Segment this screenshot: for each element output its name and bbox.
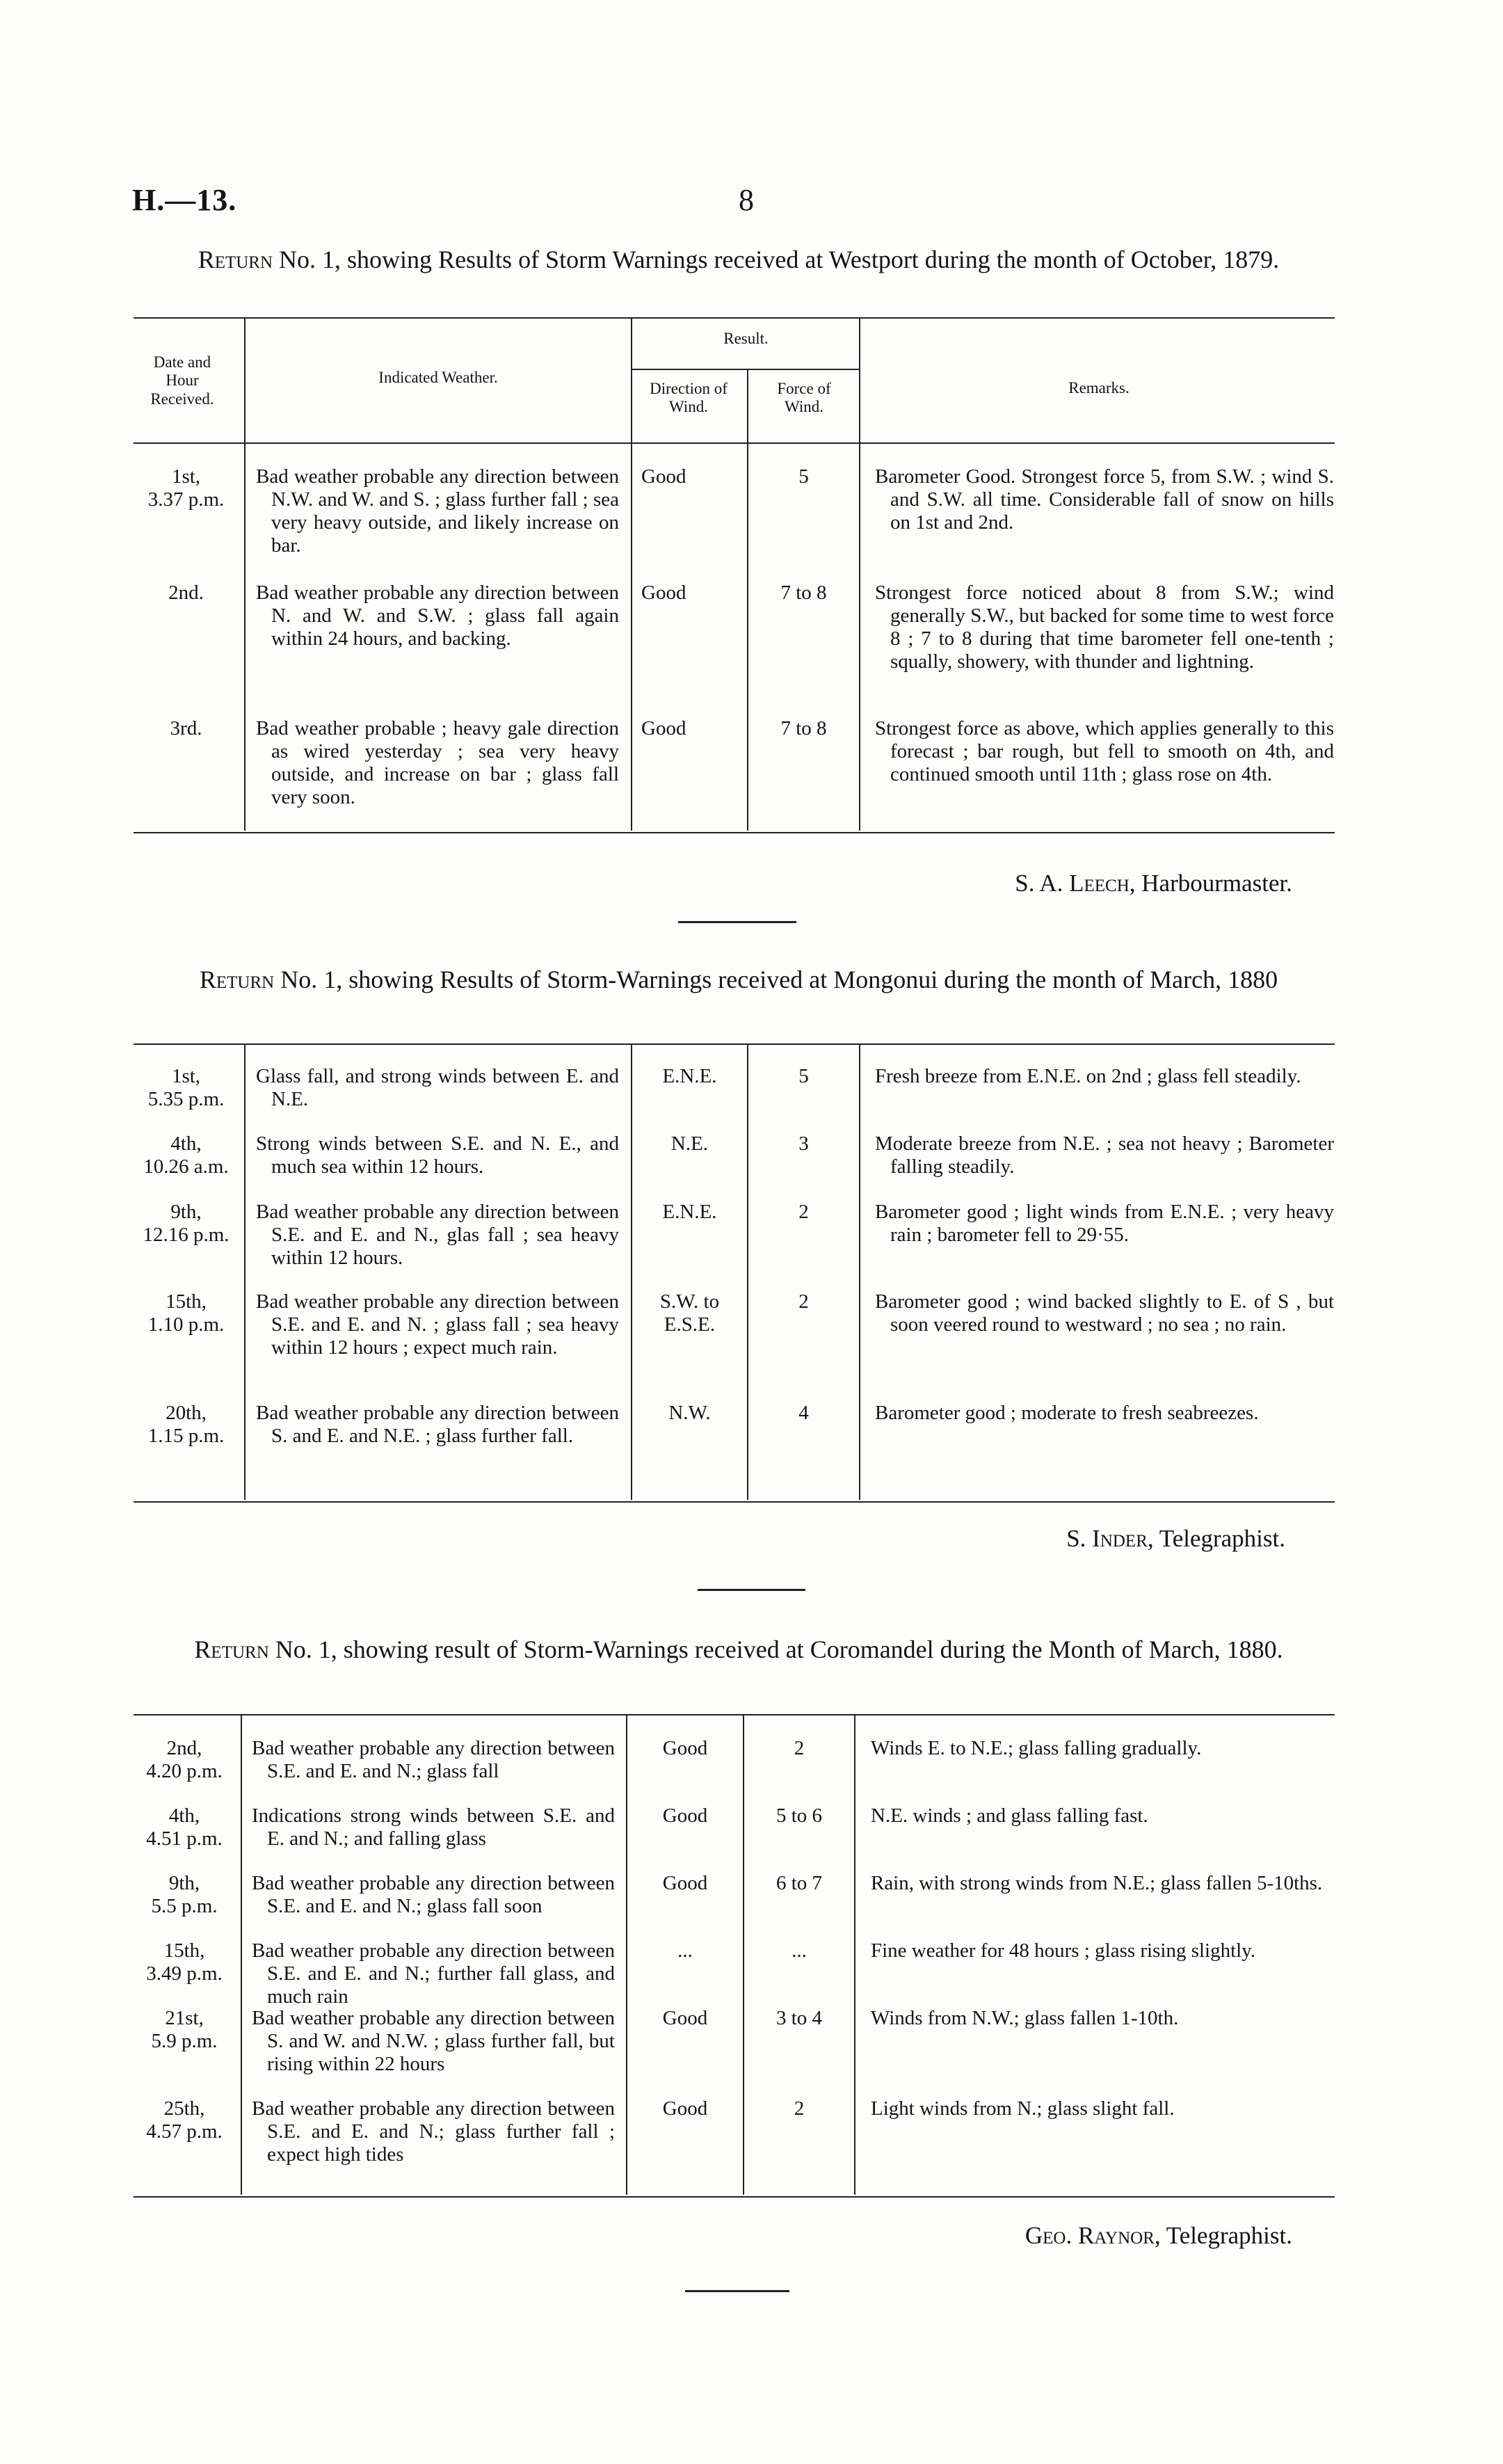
coromandel-row-1-date: 2nd, 4.20 p.m. bbox=[146, 1737, 223, 1782]
coromandel-table-bottom-rule bbox=[134, 2196, 1335, 2198]
westport-row-2-force: 7 to 8 bbox=[780, 582, 827, 604]
mongonui-row-2-force: 3 bbox=[798, 1133, 809, 1155]
coromandel-row-6-force: 2 bbox=[794, 2097, 805, 2120]
westport-signature bbox=[765, 870, 1292, 897]
mongonui-col-divider-4 bbox=[859, 1045, 860, 1500]
westport-row-1-direction: Good bbox=[641, 465, 686, 488]
mongonui-row-3-direction: E.N.E. bbox=[662, 1201, 717, 1223]
coromandel-row-5-weather: Bad weather probable any direction between S. and W. and N.W. ; glass further fall, but rising within 22 hours bbox=[252, 2007, 615, 2075]
title-rest: No. 1, showing Results of Storm-Warnings received at Mongonui during the month of March, 1880 bbox=[274, 966, 1278, 993]
coromandel-table-top-rule bbox=[134, 1714, 1335, 1715]
coromandel-row-5-date: 21st, 5.9 p.m. bbox=[151, 2007, 218, 2052]
col-header-date: Date and Hour Received. bbox=[150, 353, 214, 408]
mongonui-row-1-date: 1st, 5.35 p.m. bbox=[147, 1065, 225, 1110]
coromandel-row-2-date: 4th, 4.51 p.m. bbox=[146, 1805, 223, 1850]
mongonui-row-5-weather: Bad weather probable any direction between S. and E. and N.E. ; glass further fall. bbox=[256, 1402, 619, 1447]
section-separator-1 bbox=[678, 921, 796, 923]
mongonui-table-top-rule bbox=[134, 1043, 1335, 1045]
coromandel-row-5-remarks: Winds from N.W.; glass fallen 1-10th. bbox=[871, 2007, 1179, 2029]
coromandel-col-divider-1 bbox=[241, 1715, 242, 2195]
section-separator-2 bbox=[698, 1589, 805, 1591]
mongonui-col-divider-1 bbox=[244, 1045, 246, 1500]
coromandel-row-2-weather: Indications strong winds between S.E. and E. and N.; and falling glass bbox=[252, 1805, 615, 1850]
mongonui-row-5-direction: N.W. bbox=[668, 1402, 711, 1424]
coromandel-row-4-force: ... bbox=[791, 1939, 807, 1962]
mongonui-row-5-remarks: Barometer good ; moderate to fresh seabreezes. bbox=[875, 1402, 1259, 1424]
signature-role: , Telegraphist. bbox=[1154, 2222, 1292, 2249]
westport-row-1-force: 5 bbox=[798, 465, 809, 488]
mongonui-row-4-remarks: Barometer good ; wind backed slightly to E. of S , but soon veered round to westward ; no sea ; no rain. bbox=[875, 1290, 1334, 1336]
section-separator-3 bbox=[685, 2290, 789, 2292]
westport-row-1-remarks: Barometer Good. Strongest force 5, from S.W. ; wind S. and S.W. all time. Considerable fall of snow on hills on 1st and 2nd. bbox=[875, 465, 1334, 534]
westport-row-3-direction: Good bbox=[641, 717, 686, 739]
mongonui-row-1-remarks: Fresh breeze from E.N.E. on 2nd ; glass fell steadily. bbox=[875, 1065, 1301, 1087]
signature-role: , Harbourmaster. bbox=[1129, 870, 1292, 897]
coromandel-row-1-weather: Bad weather probable any direction between S.E. and E. and N.; glass fall bbox=[252, 1737, 615, 1782]
coromandel-row-2-force: 5 to 6 bbox=[775, 1805, 823, 1827]
westport-row-1-date: 1st, 3.37 p.m. bbox=[147, 465, 225, 511]
coromandel-row-4-direction: ... bbox=[677, 1939, 693, 1962]
title-lead: Return bbox=[194, 1635, 269, 1663]
coromandel-row-1-direction: Good bbox=[662, 1737, 708, 1759]
mongonui-row-4-date: 15th, 1.10 p.m. bbox=[147, 1290, 225, 1336]
coromandel-row-6-remarks: Light winds from N.; glass slight fall. bbox=[871, 2097, 1175, 2120]
coromandel-row-5-force: 3 to 4 bbox=[775, 2007, 823, 2029]
coromandel-title bbox=[147, 1633, 1330, 1666]
mongonui-row-1-direction: E.N.E. bbox=[662, 1065, 717, 1087]
coromandel-row-4-weather: Bad weather probable any direction between S.E. and E. and N.; further fall glass, and much rain bbox=[252, 1939, 615, 2008]
mongonui-row-1-weather: Glass fall, and strong winds between E. and N.E. bbox=[256, 1065, 619, 1110]
coromandel-row-3-direction: Good bbox=[662, 1872, 708, 1894]
mongonui-col-divider-3 bbox=[747, 1045, 748, 1500]
westport-row-2-direction: Good bbox=[641, 582, 686, 604]
signature-role: , Telegraphist. bbox=[1147, 1525, 1285, 1552]
coromandel-row-6-weather: Bad weather probable any direction between S.E. and E. and N.; glass further fall ; expect high tides bbox=[252, 2097, 615, 2166]
col-header-remarks: Remarks. bbox=[1068, 379, 1130, 397]
col-header-force: Force of Wind. bbox=[777, 380, 831, 416]
westport-row-2-date: 2nd. bbox=[168, 582, 204, 604]
mongonui-row-3-weather: Bad weather probable any direction between S.E. and E. and N., glas fall ; sea heavy within 12 hours. bbox=[256, 1201, 619, 1269]
mongonui-row-2-direction: N.E. bbox=[670, 1133, 709, 1155]
coromandel-col-divider-4 bbox=[854, 1715, 855, 2195]
coromandel-row-2-remarks: N.E. winds ; and glass falling fast. bbox=[871, 1805, 1148, 1827]
coromandel-row-1-remarks: Winds E. to N.E.; glass falling gradually. bbox=[871, 1737, 1202, 1759]
coromandel-row-2-direction: Good bbox=[662, 1805, 708, 1827]
westport-col-divider-2 bbox=[631, 319, 632, 831]
signature-name: Geo. Raynor bbox=[1024, 2222, 1155, 2249]
westport-col-divider-1 bbox=[244, 319, 246, 831]
westport-table-bottom-rule bbox=[134, 832, 1335, 833]
coromandel-row-4-date: 15th, 3.49 p.m. bbox=[146, 1939, 223, 1985]
mongonui-row-4-direction: S.W. to E.S.E. bbox=[659, 1290, 720, 1336]
page-number: 8 bbox=[739, 183, 754, 217]
coromandel-row-6-direction: Good bbox=[662, 2097, 708, 2120]
mongonui-row-3-force: 2 bbox=[798, 1201, 809, 1223]
westport-table-top-rule bbox=[134, 317, 1335, 319]
coromandel-row-3-force: 6 to 7 bbox=[775, 1872, 823, 1894]
signature-name: S. A. Leech bbox=[1015, 870, 1130, 897]
westport-col-divider-4 bbox=[859, 319, 860, 831]
mongonui-row-3-remarks: Barometer good ; light winds from E.N.E. ; very heavy rain ; barometer fell to 29·55. bbox=[875, 1201, 1334, 1246]
coromandel-row-4-remarks: Fine weather for 48 hours ; glass rising slightly. bbox=[871, 1939, 1256, 1962]
westport-title bbox=[182, 243, 1295, 276]
title-lead: Return bbox=[199, 966, 275, 993]
coromandel-row-6-date: 25th, 4.57 p.m. bbox=[146, 2097, 223, 2143]
westport-header-bottom-rule bbox=[134, 442, 1335, 444]
westport-row-1-weather: Bad weather probable any direction between N.W. and W. and S. ; glass further fall ; sea very heavy outside, and likely increase on bar. bbox=[256, 465, 619, 557]
col-header-direction: Direction of Wind. bbox=[650, 380, 728, 416]
mongonui-signature bbox=[765, 1525, 1285, 1553]
westport-row-3-force: 7 to 8 bbox=[780, 717, 827, 739]
mongonui-row-3-date: 9th, 12.16 p.m. bbox=[143, 1201, 230, 1246]
mongonui-row-5-force: 4 bbox=[798, 1402, 809, 1424]
title-rest: No. 1, showing result of Storm-Warnings received at Coromandel during the Month of March, 1880. bbox=[268, 1635, 1283, 1663]
mongonui-row-5-date: 20th, 1.15 p.m. bbox=[147, 1402, 225, 1447]
mongonui-row-2-remarks: Moderate breeze from N.E. ; sea not heavy ; Barometer falling steadily. bbox=[875, 1133, 1334, 1178]
title-rest: No. 1, showing Results of Storm Warnings received at Westport during the month of October, 1879. bbox=[273, 246, 1280, 273]
coromandel-row-5-direction: Good bbox=[662, 2007, 708, 2029]
westport-row-3-date: 3rd. bbox=[170, 717, 202, 739]
mongonui-row-4-force: 2 bbox=[798, 1290, 809, 1313]
document-reference: H.—13. bbox=[132, 183, 237, 217]
mongonui-title bbox=[182, 963, 1295, 996]
mongonui-col-divider-2 bbox=[631, 1045, 632, 1500]
col-header-result: Result. bbox=[723, 330, 769, 347]
westport-row-2-weather: Bad weather probable any direction between N. and W. and S.W. ; glass fall again within 24 hours, and backing. bbox=[256, 582, 619, 650]
coromandel-row-1-force: 2 bbox=[794, 1737, 805, 1759]
westport-row-3-weather: Bad weather probable ; heavy gale direction as wired yesterday ; sea very heavy outside, and increase on bar ; glass fall very soon. bbox=[256, 717, 619, 808]
coromandel-signature bbox=[765, 2222, 1292, 2250]
title-lead: Return bbox=[198, 246, 273, 273]
mongonui-row-1-force: 5 bbox=[798, 1065, 809, 1087]
coromandel-row-3-date: 9th, 5.5 p.m. bbox=[151, 1872, 218, 1917]
mongonui-row-2-weather: Strong winds between S.E. and N. E., and much sea within 12 hours. bbox=[256, 1133, 619, 1178]
mongonui-row-2-date: 4th, 10.26 a.m. bbox=[143, 1133, 229, 1178]
signature-name: S. Inder bbox=[1066, 1525, 1148, 1552]
mongonui-table-bottom-rule bbox=[134, 1501, 1335, 1503]
westport-result-rule bbox=[631, 369, 859, 370]
mongonui-row-4-weather: Bad weather probable any direction between S.E. and E. and N. ; glass fall ; sea heavy within 12 hours ; expect much rain. bbox=[256, 1290, 619, 1359]
westport-row-3-remarks: Strongest force as above, which applies generally to this forecast ; bar rough, but fell to smooth on 4th, and continued smooth until 11th ; glass rose on 4th. bbox=[875, 717, 1334, 785]
col-header-weather: Indicated Weather. bbox=[378, 369, 498, 386]
westport-row-2-remarks: Strongest force noticed about 8 from S.W.; wind generally S.W., but backed for some time to west force 8 ; 7 to 8 during that time barometer fell one-tenth ; squally, showery, with thunder and lightning. bbox=[875, 582, 1334, 673]
coromandel-row-3-remarks: Rain, with strong winds from N.E.; glass fallen 5-10ths. bbox=[871, 1872, 1323, 1894]
coromandel-row-3-weather: Bad weather probable any direction between S.E. and E. and N.; glass fall soon bbox=[252, 1872, 615, 1917]
